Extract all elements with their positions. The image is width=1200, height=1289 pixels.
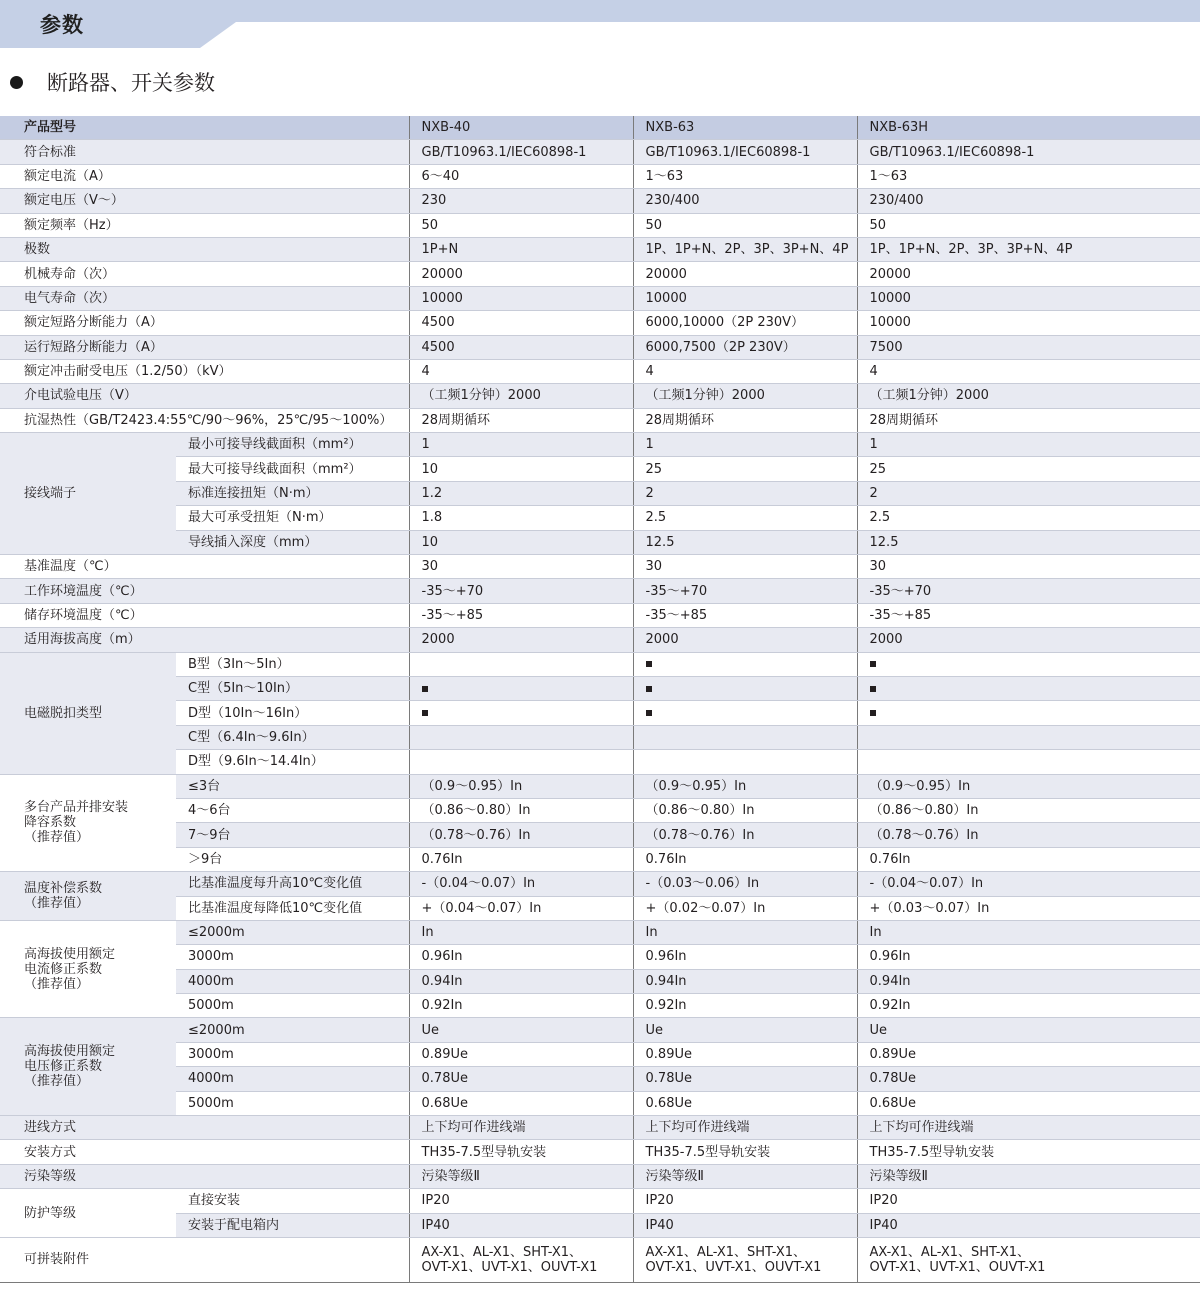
- value-cell: 12.5: [857, 530, 1200, 554]
- value-cell: 0.96In: [633, 945, 857, 969]
- section-heading: [10, 64, 215, 100]
- value-cell: 20000: [857, 262, 1200, 286]
- sub-label: 4～6台: [176, 798, 409, 822]
- table-row: [0, 579, 1200, 603]
- table-row: [0, 189, 1200, 213]
- table-row: [0, 1213, 1200, 1237]
- value-cell: （0.9～0.95）In: [633, 774, 857, 798]
- value-cell: 20000: [633, 262, 857, 286]
- value-cell: 230/400: [857, 189, 1200, 213]
- row-label: 工作环境温度（℃）: [0, 579, 409, 603]
- value-cell: 0.68Ue: [633, 1091, 857, 1115]
- value-cell: -35～+70: [409, 579, 633, 603]
- sub-label: 4000m: [176, 1067, 409, 1091]
- value-cell: +（0.03～0.07）In: [857, 896, 1200, 920]
- value-cell: In: [857, 920, 1200, 944]
- table-row: [0, 164, 1200, 188]
- table-row: [0, 1067, 1200, 1091]
- value-cell: TH35-7.5型导轨安装: [409, 1140, 633, 1164]
- value-cell: 0.94In: [409, 969, 633, 993]
- value-cell: 4: [409, 359, 633, 383]
- value-cell: -35～+70: [633, 579, 857, 603]
- filled-square-icon: [422, 686, 428, 692]
- value-cell: （0.78～0.76）In: [633, 823, 857, 847]
- value-cell: 7500: [857, 335, 1200, 359]
- row-label: 适用海拔高度（m）: [0, 628, 409, 652]
- value-cell: AX-X1、AL-X1、SHT-X1、 OVT-X1、UVT-X1、OUVT-X1: [409, 1237, 633, 1282]
- value-cell: [857, 652, 1200, 676]
- value-cell: 1P+N: [409, 237, 633, 261]
- table-row: [0, 116, 1200, 140]
- sub-label: C型（5In～10In）: [176, 676, 409, 700]
- value-cell: Ue: [857, 1018, 1200, 1042]
- value-cell: -35～+70: [857, 579, 1200, 603]
- value-cell: 12.5: [633, 530, 857, 554]
- table-row: [0, 1140, 1200, 1164]
- row-label: 额定冲击耐受电压（1.2/50）（kV）: [0, 359, 409, 383]
- sub-label: B型（3In～5In）: [176, 652, 409, 676]
- value-cell: 50: [857, 213, 1200, 237]
- value-cell: Ue: [633, 1018, 857, 1042]
- value-cell: 0.89Ue: [409, 1042, 633, 1066]
- value-cell: 50: [409, 213, 633, 237]
- value-cell: 0.94In: [633, 969, 857, 993]
- value-cell: 上下均可作进线端: [857, 1116, 1200, 1140]
- value-cell: 0.96In: [409, 945, 633, 969]
- row-label: 基准温度（℃）: [0, 555, 409, 579]
- table-row: [0, 555, 1200, 579]
- value-cell: 0.76In: [857, 847, 1200, 871]
- value-cell: [857, 750, 1200, 774]
- spec-table: [0, 116, 1200, 1283]
- group-label: 多台产品并排安装 降容系数 （推荐值）: [0, 774, 176, 872]
- value-cell: [857, 676, 1200, 700]
- sub-label: 最大可承受扭矩（N·m）: [176, 506, 409, 530]
- value-cell: 0.78Ue: [857, 1067, 1200, 1091]
- page-header: [0, 0, 1200, 48]
- table-row: [0, 652, 1200, 676]
- value-cell: [633, 652, 857, 676]
- value-cell: 1P、1P+N、2P、3P、3P+N、4P: [633, 237, 857, 261]
- row-label: 额定电流（A）: [0, 164, 409, 188]
- value-cell: 2: [633, 481, 857, 505]
- group-label: 温度补偿系数 （推荐值）: [0, 872, 176, 921]
- row-label: 额定电压（V～）: [0, 189, 409, 213]
- value-cell: （工频1分钟）2000: [409, 384, 633, 408]
- value-cell: 0.89Ue: [857, 1042, 1200, 1066]
- table-row: [0, 725, 1200, 749]
- value-cell: 0.78Ue: [409, 1067, 633, 1091]
- sub-label: D型（10In～16In）: [176, 701, 409, 725]
- value-cell: [409, 701, 633, 725]
- sub-label: ＞9台: [176, 847, 409, 871]
- sub-label: 4000m: [176, 969, 409, 993]
- sub-label: ≤3台: [176, 774, 409, 798]
- value-cell: 2000: [633, 628, 857, 652]
- table-row: [0, 530, 1200, 554]
- value-cell: Ue: [409, 1018, 633, 1042]
- value-cell: 230/400: [633, 189, 857, 213]
- value-cell: -（0.04～0.07）In: [857, 872, 1200, 896]
- table-row: [0, 237, 1200, 261]
- row-label: 额定频率（Hz）: [0, 213, 409, 237]
- table-row: [0, 676, 1200, 700]
- row-label: 运行短路分断能力（A）: [0, 335, 409, 359]
- value-cell: 30: [633, 555, 857, 579]
- table-row: [0, 628, 1200, 652]
- table-row: [0, 286, 1200, 310]
- sub-label: 5000m: [176, 994, 409, 1018]
- value-cell: 10: [409, 457, 633, 481]
- value-cell: 25: [633, 457, 857, 481]
- value-cell: -（0.03～0.06）In: [633, 872, 857, 896]
- table-row: [0, 1116, 1200, 1140]
- value-cell: 2.5: [633, 506, 857, 530]
- table-row: [0, 384, 1200, 408]
- value-cell: 污染等级Ⅱ: [633, 1164, 857, 1188]
- value-cell: [409, 750, 633, 774]
- value-cell: 1～63: [857, 164, 1200, 188]
- value-cell: -35～+85: [857, 603, 1200, 627]
- value-cell: （0.86～0.80）In: [857, 798, 1200, 822]
- value-cell: 30: [857, 555, 1200, 579]
- value-cell: 上下均可作进线端: [409, 1116, 633, 1140]
- value-cell: 1: [409, 433, 633, 457]
- value-cell: TH35-7.5型导轨安装: [633, 1140, 857, 1164]
- value-cell: 0.92In: [857, 994, 1200, 1018]
- value-cell: 28周期循环: [633, 408, 857, 432]
- value-cell: 2000: [857, 628, 1200, 652]
- value-cell: IP20: [409, 1189, 633, 1213]
- value-cell: 1: [857, 433, 1200, 457]
- value-cell: [633, 676, 857, 700]
- table-row: [0, 1091, 1200, 1115]
- sub-label: 导线插入深度（mm）: [176, 530, 409, 554]
- table-row: [0, 506, 1200, 530]
- sub-label: D型（9.6In～14.4In）: [176, 750, 409, 774]
- value-cell: [409, 676, 633, 700]
- value-cell: 4500: [409, 335, 633, 359]
- group-label: 电磁脱扣类型: [0, 652, 176, 774]
- row-label: 机械寿命（次）: [0, 262, 409, 286]
- value-cell: GB/T10963.1/IEC60898-1: [857, 140, 1200, 164]
- value-cell: 污染等级Ⅱ: [857, 1164, 1200, 1188]
- table-row: [0, 335, 1200, 359]
- value-cell: IP20: [857, 1189, 1200, 1213]
- value-cell: [409, 652, 633, 676]
- filled-square-icon: [870, 686, 876, 692]
- row-label: 安装方式: [0, 1140, 409, 1164]
- table-row: [0, 872, 1200, 896]
- value-cell: GB/T10963.1/IEC60898-1: [633, 140, 857, 164]
- row-label: 污染等级: [0, 1164, 409, 1188]
- row-label: 抗湿热性（GB/T2423.4:55℃/90～96%，25℃/95～100%）: [0, 408, 409, 432]
- table-row: [0, 847, 1200, 871]
- value-cell: 0.94In: [857, 969, 1200, 993]
- value-cell: 上下均可作进线端: [633, 1116, 857, 1140]
- row-label: 介电试验电压（V）: [0, 384, 409, 408]
- row-label: 电气寿命（次）: [0, 286, 409, 310]
- table-row: [0, 359, 1200, 383]
- sub-label: 标准连接扭矩（N·m）: [176, 481, 409, 505]
- value-cell: TH35-7.5型导轨安装: [857, 1140, 1200, 1164]
- table-row: [0, 457, 1200, 481]
- value-cell: [857, 725, 1200, 749]
- value-cell: （工频1分钟）2000: [633, 384, 857, 408]
- value-cell: 0.76In: [633, 847, 857, 871]
- table-row: [0, 213, 1200, 237]
- value-cell: In: [409, 920, 633, 944]
- table-row: [0, 140, 1200, 164]
- sub-label: 7～9台: [176, 823, 409, 847]
- sub-label: 5000m: [176, 1091, 409, 1115]
- table-row: [0, 1164, 1200, 1188]
- header-label: 产品型号: [0, 116, 409, 140]
- sub-label: ≤2000m: [176, 1018, 409, 1042]
- value-cell: AX-X1、AL-X1、SHT-X1、 OVT-X1、UVT-X1、OUVT-X1: [857, 1237, 1200, 1282]
- value-cell: 2.5: [857, 506, 1200, 530]
- value-cell: -35～+85: [409, 603, 633, 627]
- value-cell: 1.2: [409, 481, 633, 505]
- value-cell: GB/T10963.1/IEC60898-1: [409, 140, 633, 164]
- value-cell: 0.78Ue: [633, 1067, 857, 1091]
- value-cell: （0.78～0.76）In: [857, 823, 1200, 847]
- value-cell: [409, 725, 633, 749]
- value-cell: 4500: [409, 311, 633, 335]
- row-label: 储存环境温度（℃）: [0, 603, 409, 627]
- value-cell: 0.68Ue: [857, 1091, 1200, 1115]
- table-row: [0, 920, 1200, 944]
- value-cell: 6～40: [409, 164, 633, 188]
- value-cell: 2: [857, 481, 1200, 505]
- value-cell: 230: [409, 189, 633, 213]
- sub-label: 最大可接导线截面积（mm²）: [176, 457, 409, 481]
- table-row: [0, 994, 1200, 1018]
- filled-square-icon: [422, 710, 428, 716]
- table-row: [0, 481, 1200, 505]
- value-cell: 28周期循环: [857, 408, 1200, 432]
- value-cell: IP40: [409, 1213, 633, 1237]
- table-row: [0, 969, 1200, 993]
- row-label: 进线方式: [0, 1116, 409, 1140]
- model-header: NXB-40: [409, 116, 633, 140]
- value-cell: 10: [409, 530, 633, 554]
- value-cell: 0.96In: [857, 945, 1200, 969]
- bullet-dot-icon: [10, 76, 23, 89]
- row-label: 额定短路分断能力（A）: [0, 311, 409, 335]
- filled-square-icon: [646, 710, 652, 716]
- value-cell: （0.9～0.95）In: [409, 774, 633, 798]
- value-cell: 30: [409, 555, 633, 579]
- sub-label: ≤2000m: [176, 920, 409, 944]
- value-cell: 10000: [857, 311, 1200, 335]
- filled-square-icon: [646, 686, 652, 692]
- value-cell: （0.78～0.76）In: [409, 823, 633, 847]
- value-cell: 10000: [857, 286, 1200, 310]
- header-band: [0, 0, 1200, 48]
- table-row: [0, 311, 1200, 335]
- table-row: [0, 701, 1200, 725]
- value-cell: -35～+85: [633, 603, 857, 627]
- value-cell: 20000: [409, 262, 633, 286]
- table-row: [0, 823, 1200, 847]
- value-cell: 1P、1P+N、2P、3P、3P+N、4P: [857, 237, 1200, 261]
- value-cell: 6000,10000（2P 230V）: [633, 311, 857, 335]
- section-title: 断路器、开关参数: [47, 71, 215, 95]
- sub-label: 安装于配电箱内: [176, 1213, 409, 1237]
- row-label: 符合标准: [0, 140, 409, 164]
- table-row: [0, 945, 1200, 969]
- table-row: [0, 603, 1200, 627]
- value-cell: 28周期循环: [409, 408, 633, 432]
- value-cell: （0.86～0.80）In: [633, 798, 857, 822]
- value-cell: +（0.04～0.07）In: [409, 896, 633, 920]
- sub-label: 比基准温度每升高10℃变化值: [176, 872, 409, 896]
- model-header: NXB-63H: [857, 116, 1200, 140]
- value-cell: 6000,7500（2P 230V）: [633, 335, 857, 359]
- row-label: 极数: [0, 237, 409, 261]
- value-cell: IP40: [857, 1213, 1200, 1237]
- table-row: [0, 750, 1200, 774]
- value-cell: +（0.02～0.07）In: [633, 896, 857, 920]
- group-label: 接线端子: [0, 433, 176, 555]
- value-cell: 10000: [409, 286, 633, 310]
- value-cell: （0.9～0.95）In: [857, 774, 1200, 798]
- filled-square-icon: [646, 661, 652, 667]
- value-cell: （工频1分钟）2000: [857, 384, 1200, 408]
- table-row: [0, 408, 1200, 432]
- table-row: [0, 798, 1200, 822]
- value-cell: 10000: [633, 286, 857, 310]
- sub-label: 比基准温度每降低10℃变化值: [176, 896, 409, 920]
- value-cell: 0.68Ue: [409, 1091, 633, 1115]
- value-cell: （0.86～0.80）In: [409, 798, 633, 822]
- value-cell: [633, 725, 857, 749]
- group-label: 高海拔使用额定 电流修正系数 （推荐值）: [0, 920, 176, 1018]
- table-row: [0, 262, 1200, 286]
- table-row: [0, 433, 1200, 457]
- sub-label: 直接安装: [176, 1189, 409, 1213]
- value-cell: 2000: [409, 628, 633, 652]
- filled-square-icon: [870, 710, 876, 716]
- table-row: [0, 1189, 1200, 1213]
- value-cell: 1: [633, 433, 857, 457]
- filled-square-icon: [870, 661, 876, 667]
- row-label: 可拼装附件: [0, 1237, 409, 1282]
- sub-label: 3000m: [176, 945, 409, 969]
- value-cell: IP20: [633, 1189, 857, 1213]
- sub-label: 最小可接导线截面积（mm²）: [176, 433, 409, 457]
- value-cell: In: [633, 920, 857, 944]
- value-cell: 0.76In: [409, 847, 633, 871]
- value-cell: 0.92In: [409, 994, 633, 1018]
- table-row: [0, 1042, 1200, 1066]
- value-cell: -（0.04～0.07）In: [409, 872, 633, 896]
- value-cell: 0.92In: [633, 994, 857, 1018]
- value-cell: 4: [633, 359, 857, 383]
- value-cell: 25: [857, 457, 1200, 481]
- value-cell: 1.8: [409, 506, 633, 530]
- value-cell: 污染等级Ⅱ: [409, 1164, 633, 1188]
- value-cell: [633, 701, 857, 725]
- table-row: [0, 1018, 1200, 1042]
- sub-label: 3000m: [176, 1042, 409, 1066]
- model-header: NXB-63: [633, 116, 857, 140]
- group-label: 高海拔使用额定 电压修正系数 （推荐值）: [0, 1018, 176, 1116]
- table-row: [0, 1237, 1200, 1282]
- sub-label: C型（6.4In～9.6In）: [176, 725, 409, 749]
- table-row: [0, 896, 1200, 920]
- value-cell: AX-X1、AL-X1、SHT-X1、 OVT-X1、UVT-X1、OUVT-X1: [633, 1237, 857, 1282]
- value-cell: 4: [857, 359, 1200, 383]
- value-cell: 1～63: [633, 164, 857, 188]
- value-cell: 0.89Ue: [633, 1042, 857, 1066]
- value-cell: [633, 750, 857, 774]
- table-row: [0, 774, 1200, 798]
- group-label: 防护等级: [0, 1189, 176, 1238]
- value-cell: [857, 701, 1200, 725]
- header-title: 参数: [40, 13, 84, 37]
- value-cell: 50: [633, 213, 857, 237]
- value-cell: IP40: [633, 1213, 857, 1237]
